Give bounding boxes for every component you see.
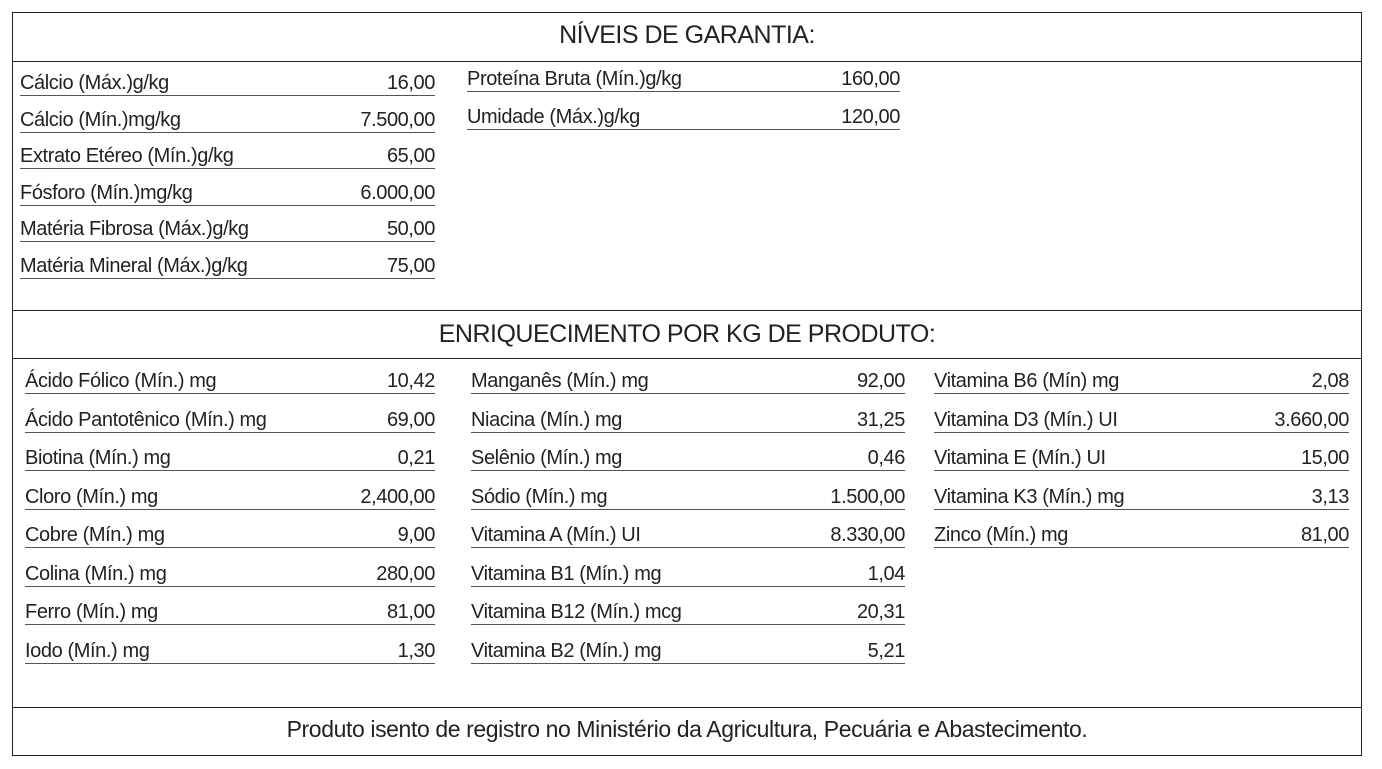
nutrient-row (934, 408, 1349, 433)
nutrient-row (20, 71, 435, 96)
nutrient-name: Matéria Mineral (Máx.)g/kg (20, 254, 248, 277)
nutrient-value: 10,42 (386, 370, 435, 392)
nutrient-value: 50,00 (386, 218, 435, 240)
nutrient-value: 3,13 (1311, 485, 1349, 508)
nutrient-name: Niacina (Mín.) mg (471, 408, 623, 431)
nutrient-row (25, 600, 435, 625)
nutrient-row (20, 108, 435, 133)
nutrient-value: 69,00 (386, 408, 435, 431)
nutrient-name: Ácido Fólico (Mín.) mg (25, 370, 217, 392)
nutrient-name: Umidade (Máx.)g/kg (467, 106, 640, 128)
nutrient-value: 92,00 (856, 370, 905, 392)
nutrient-name: Biotina (Mín.) mg (25, 447, 171, 469)
nutrient-row (471, 639, 905, 664)
nutrient-row (934, 369, 1349, 394)
nutrient-row (471, 369, 905, 394)
nutrient-name: Zinco (Mín.) mg (934, 524, 1069, 546)
nutrient-name: Cálcio (Máx.)g/kg (20, 72, 169, 94)
enriquecimento-title: ENRIQUECIMENTO POR KG DE PRODUTO: (438, 320, 936, 348)
nutrient-value: 0,46 (867, 447, 905, 469)
nutrient-row (471, 523, 905, 548)
nutrient-name: Vitamina B1 (Mín.) mg (471, 562, 662, 585)
nutrient-name: Selênio (Mín.) mg (471, 447, 623, 469)
nutrient-name: Vitamina B2 (Mín.) mg (471, 639, 662, 662)
nutrient-value: 1,04 (867, 562, 905, 585)
nutrient-value: 120,00 (841, 106, 900, 128)
nutrient-value: 160,00 (841, 68, 900, 90)
nutrient-name: Proteína Bruta (Mín.)g/kg (467, 68, 682, 90)
nutrient-value: 31,25 (856, 408, 905, 431)
nutrient-value: 3.660,00 (1274, 408, 1349, 431)
nutrient-row (20, 217, 435, 242)
nutrient-row (25, 485, 435, 510)
nutrient-row (25, 639, 435, 664)
nutrient-name: Fósforo (Mín.)mg/kg (20, 181, 193, 204)
nutrient-name: Sódio (Mín.) mg (471, 485, 608, 508)
nutrient-value: 0,21 (397, 447, 435, 469)
nutrient-name: Cálcio (Mín.)mg/kg (20, 108, 181, 131)
garantia-title: NÍVEIS DE GARANTIA: (559, 21, 815, 49)
nutrient-row (20, 181, 435, 206)
nutrient-value: 2,08 (1311, 370, 1349, 392)
nutrient-value: 20,31 (856, 601, 905, 623)
divider-footer-top (13, 707, 1361, 708)
nutrient-name: Ferro (Mín.) mg (25, 601, 158, 623)
nutrient-name: Colina (Mín.) mg (25, 562, 167, 585)
divider-garantia-bottom (13, 310, 1361, 311)
nutrient-name: Cobre (Mín.) mg (25, 524, 165, 546)
nutrient-row (25, 562, 435, 587)
nutrient-row (20, 144, 435, 169)
nutrient-row (934, 523, 1349, 548)
nutrient-name: Matéria Fibrosa (Máx.)g/kg (20, 218, 249, 240)
nutrient-name: Vitamina E (Mín.) UI (934, 447, 1106, 469)
nutrient-name: Iodo (Mín.) mg (25, 639, 150, 662)
nutrient-row (471, 485, 905, 510)
nutrient-row (467, 105, 900, 130)
divider-garantia-top (13, 61, 1361, 62)
nutrient-value: 280,00 (376, 562, 435, 585)
nutrient-value: 5,21 (867, 639, 905, 662)
nutrient-name: Ácido Pantotênico (Mín.) mg (25, 408, 267, 431)
nutrient-row (471, 562, 905, 587)
nutrient-value: 1.500,00 (830, 485, 905, 508)
nutrient-value: 81,00 (386, 601, 435, 623)
nutrient-name: Manganês (Mín.) mg (471, 370, 649, 392)
nutrient-row (20, 254, 435, 279)
nutrient-row (471, 408, 905, 433)
nutrient-row (934, 485, 1349, 510)
nutrient-row (471, 446, 905, 471)
nutrient-name: Extrato Etéreo (Mín.)g/kg (20, 145, 234, 167)
divider-enriquecimento-top (13, 358, 1361, 359)
nutrient-value: 8.330,00 (830, 524, 905, 546)
nutrient-value: 1,30 (397, 639, 435, 662)
nutrient-name: Vitamina K3 (Mín.) mg (934, 485, 1125, 508)
nutrient-value: 6.000,00 (360, 181, 435, 204)
nutrient-value: 65,00 (386, 145, 435, 167)
nutrient-row (934, 446, 1349, 471)
nutrient-name: Vitamina B6 (Mín) mg (934, 370, 1120, 392)
nutrient-value: 7.500,00 (360, 108, 435, 131)
registration-note: Produto isento de registro no Ministério da Agricultura, Pecuária e Abastecimento. (286, 716, 1088, 742)
nutrient-value: 2,400,00 (360, 485, 435, 508)
nutrient-name: Vitamina B12 (Mín.) mcg (471, 601, 682, 623)
nutrient-name: Cloro (Mín.) mg (25, 485, 158, 508)
nutrient-value: 75,00 (386, 254, 435, 277)
nutrient-row (25, 523, 435, 548)
nutrient-row (471, 600, 905, 625)
nutrient-value: 81,00 (1300, 524, 1349, 546)
nutrient-name: Vitamina D3 (Mín.) UI (934, 408, 1118, 431)
nutrition-label-panel (12, 12, 1362, 756)
nutrient-name: Vitamina A (Mín.) UI (471, 524, 641, 546)
nutrient-value: 15,00 (1300, 447, 1349, 469)
nutrient-row (25, 369, 435, 394)
nutrient-value: 16,00 (386, 72, 435, 94)
nutrient-row (25, 446, 435, 471)
nutrient-row (467, 67, 900, 92)
nutrient-value: 9,00 (397, 524, 435, 546)
nutrient-row (25, 408, 435, 433)
